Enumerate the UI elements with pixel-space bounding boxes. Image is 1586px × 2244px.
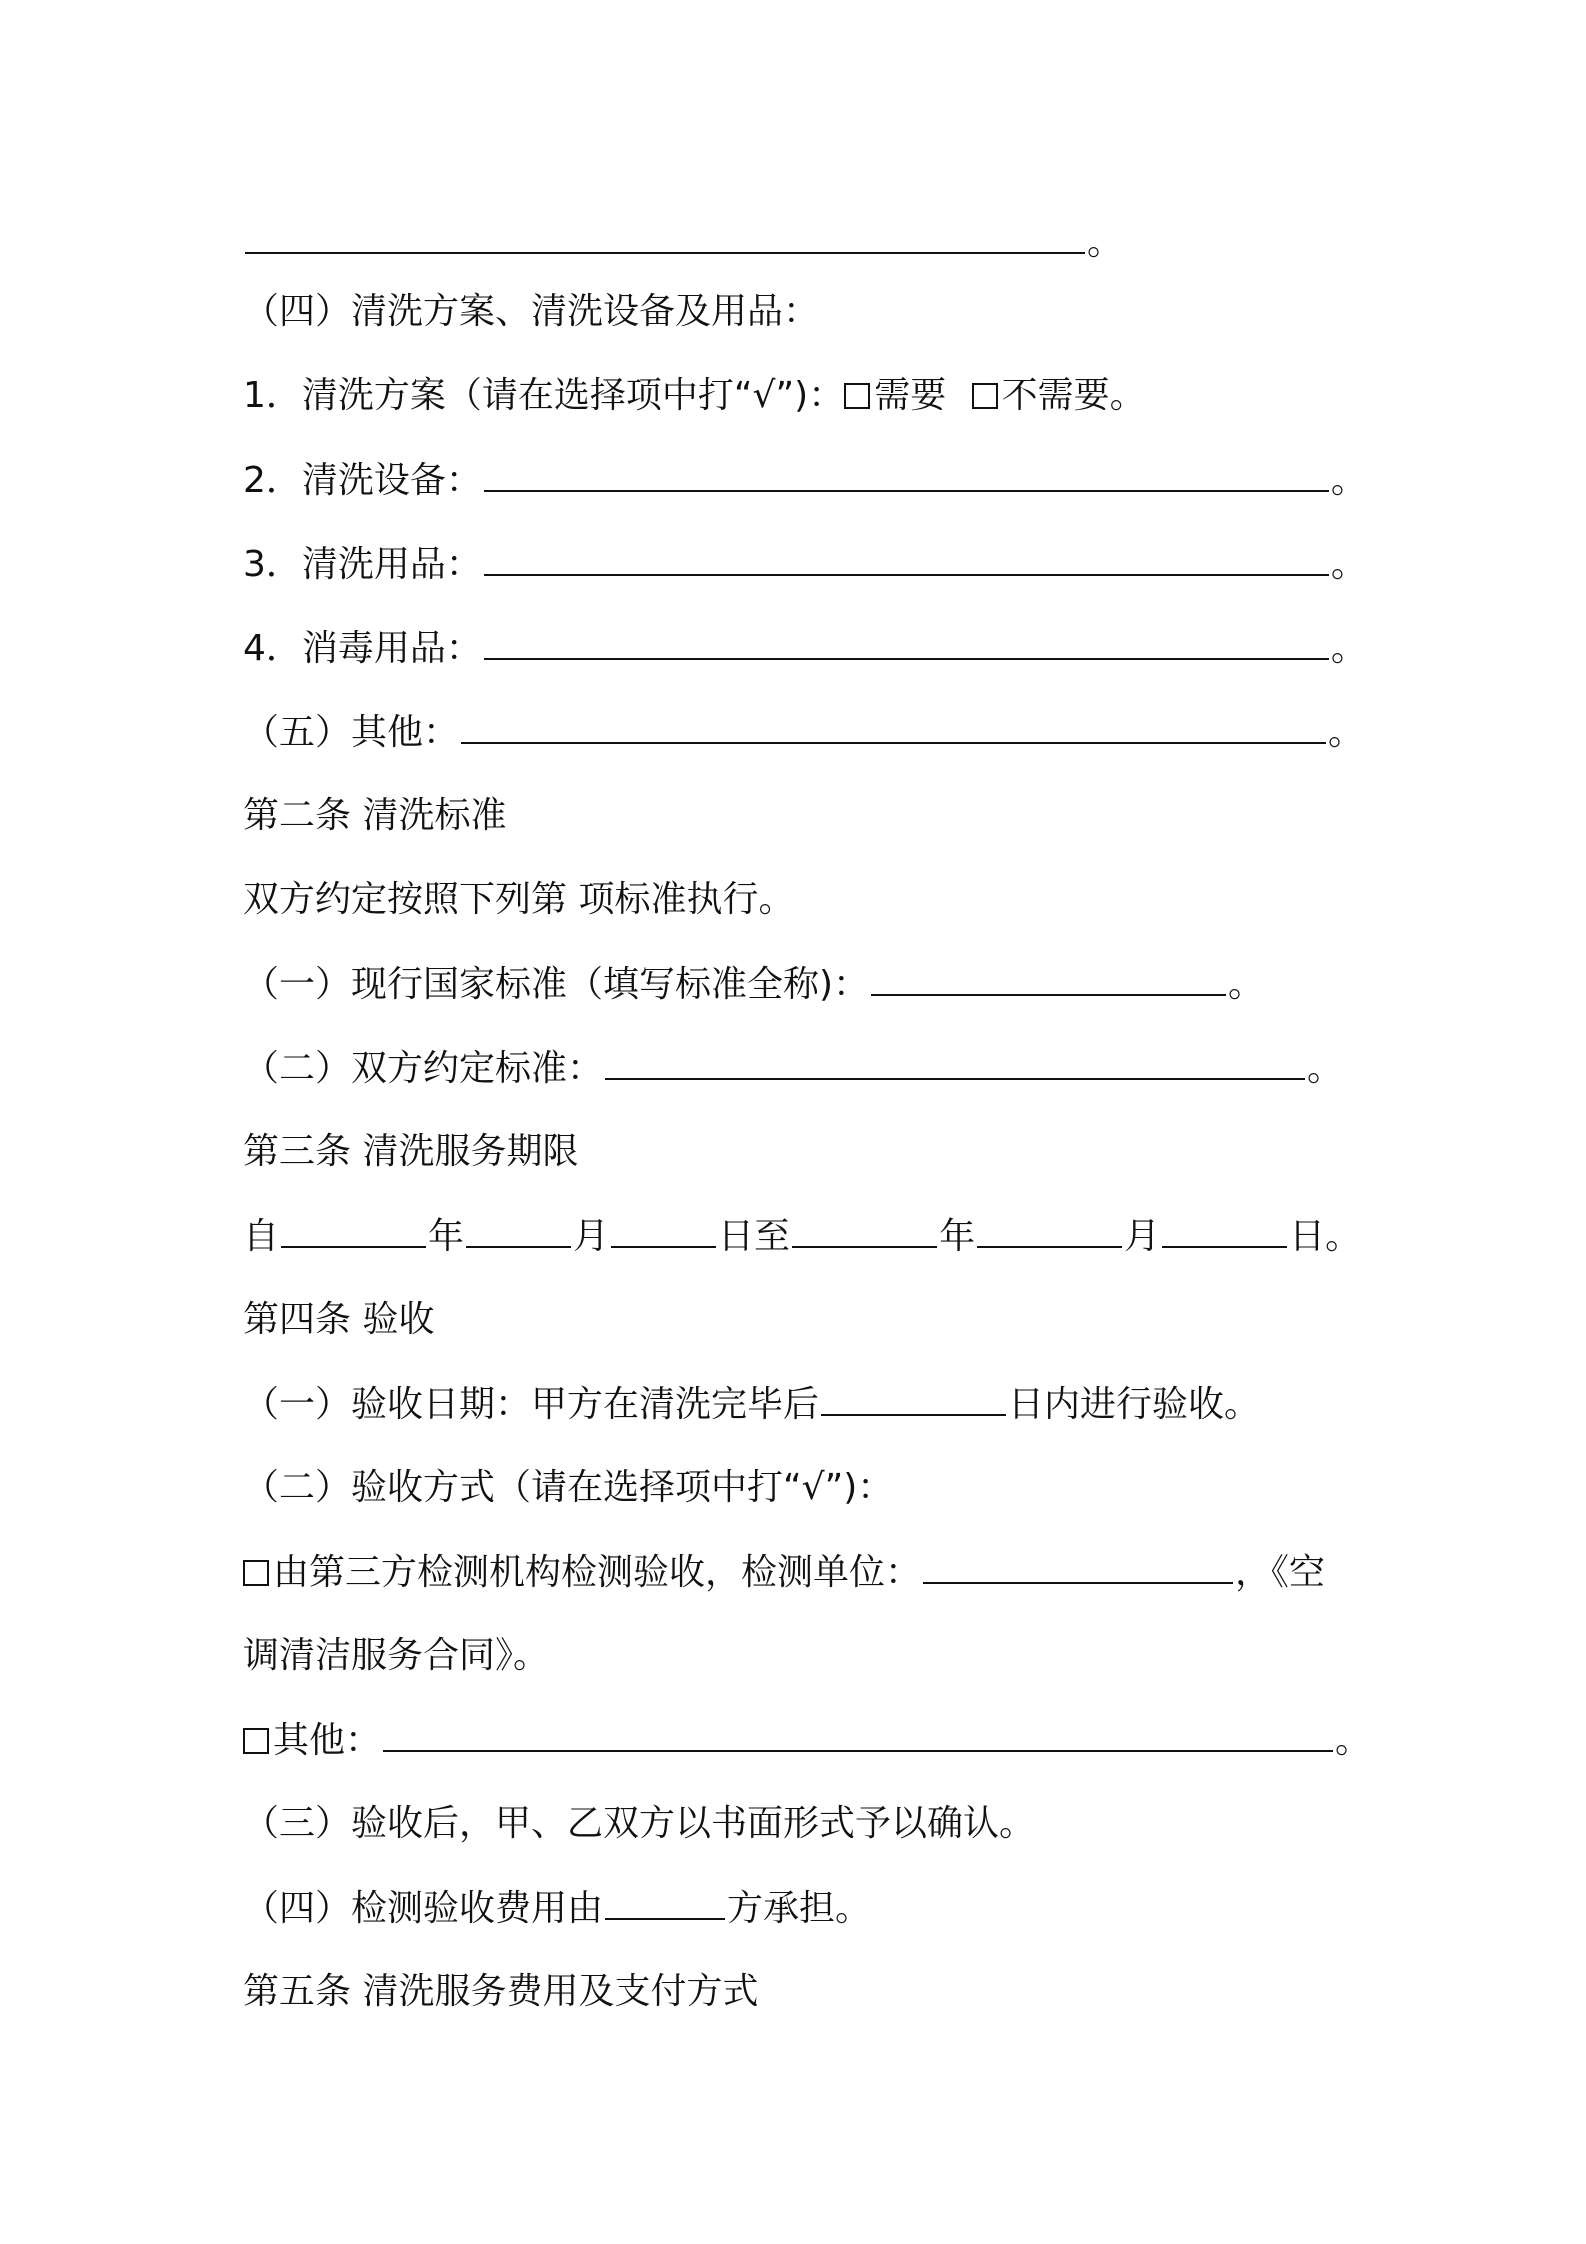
item-label: 4．消毒用品： — [243, 628, 482, 669]
item-national-standard — [243, 960, 1423, 1009]
period: 。 — [1330, 460, 1367, 501]
article-title: 第三条 清洗服务期限 — [243, 1131, 579, 1172]
item-inspection-fee — [243, 1884, 1423, 1933]
item-label: 1．清洗方案（请在选择项中打“√”)： — [243, 375, 845, 416]
item-written-confirmation — [243, 1800, 1423, 1848]
text-from: 自 — [243, 1216, 280, 1257]
fill-blank[interactable] — [923, 1548, 1233, 1584]
service-period-dates — [243, 1212, 1423, 1261]
option-text: ，《空 — [1235, 1552, 1326, 1593]
article-title: 第二条 清洗标准 — [243, 795, 507, 836]
period: 。 — [1228, 964, 1265, 1005]
item-cleaning-supplies — [243, 540, 1423, 589]
start-month-blank[interactable] — [466, 1212, 571, 1248]
checkbox-not-needed[interactable] — [972, 383, 998, 409]
item-other — [243, 708, 1423, 757]
fill-blank[interactable] — [383, 1716, 1333, 1752]
article-2-heading — [243, 792, 1423, 840]
article-title: 第四条 验收 — [243, 1299, 435, 1340]
item-label: （一）现行国家标准（填写标准全称)： — [243, 964, 870, 1005]
option-third-party — [243, 1548, 1423, 1597]
article-4-heading — [243, 1296, 1423, 1344]
period: 。 — [1330, 544, 1367, 585]
section-cleaning-plan — [243, 288, 1423, 336]
item-label: （二）双方约定标准： — [243, 1048, 604, 1089]
period: 。 — [1335, 1720, 1372, 1761]
item-label: （二）验收方式（请在选择项中打“√”)： — [243, 1467, 894, 1508]
paragraph-text: 调清洁服务合同》。 — [243, 1635, 550, 1676]
line-blank-continuation — [243, 218, 1423, 267]
item-cleaning-plan — [243, 372, 1423, 420]
option-third-party-continued — [243, 1632, 1423, 1680]
start-year-blank[interactable] — [281, 1212, 426, 1248]
item-disinfection-supplies — [243, 624, 1423, 673]
checkbox-other[interactable] — [243, 1728, 269, 1754]
text-year: 年 — [428, 1216, 465, 1257]
section-title: （四）清洗方案、清洗设备及用品： — [243, 291, 820, 332]
item-label: 2．清洗设备： — [243, 460, 482, 501]
option-label: 其他： — [273, 1720, 382, 1761]
checkbox-third-party[interactable] — [243, 1560, 269, 1586]
fill-blank[interactable] — [484, 540, 1329, 576]
fill-blank[interactable] — [821, 1380, 1006, 1416]
fill-blank[interactable] — [484, 624, 1329, 660]
item-label: （一）验收日期：甲方在清洗完毕后 — [243, 1384, 820, 1425]
option-not-needed-label: 不需要。 — [1001, 375, 1146, 416]
option-label: 由第三方检测机构检测验收，检测单位： — [273, 1552, 922, 1593]
checkbox-needed[interactable] — [844, 383, 870, 409]
text-year: 年 — [939, 1216, 976, 1257]
period: 。 — [1328, 712, 1365, 753]
text-day: 日。 — [1289, 1216, 1362, 1257]
fill-blank[interactable] — [871, 960, 1226, 996]
paragraph-text: 双方约定按照下列第 项标准执行。 — [243, 879, 795, 920]
option-other — [243, 1716, 1423, 1765]
fill-blank[interactable] — [461, 708, 1326, 744]
period: 。 — [1330, 628, 1367, 669]
item-text: 日内进行验收。 — [1008, 1384, 1261, 1425]
text-day-to: 日至 — [718, 1216, 791, 1257]
period: 。 — [1087, 222, 1124, 263]
item-label: 3．清洗用品： — [243, 544, 482, 585]
item-label: （四）检测验收费用由 — [243, 1888, 604, 1929]
article-3-heading — [243, 1128, 1423, 1176]
item-acceptance-date — [243, 1380, 1423, 1429]
text-month: 月 — [1124, 1216, 1161, 1257]
fill-blank[interactable] — [484, 456, 1329, 492]
fill-blank[interactable] — [245, 218, 1085, 254]
text-month: 月 — [573, 1216, 610, 1257]
item-text: （三）验收后，甲、乙双方以书面形式予以确认。 — [243, 1803, 1036, 1844]
end-year-blank[interactable] — [792, 1212, 937, 1248]
fill-blank[interactable] — [605, 1044, 1305, 1080]
item-text: 方承担。 — [727, 1888, 872, 1929]
end-month-blank[interactable] — [977, 1212, 1122, 1248]
item-cleaning-equipment — [243, 456, 1423, 505]
article-5-heading — [243, 1968, 1423, 2016]
end-day-blank[interactable] — [1162, 1212, 1287, 1248]
item-label: （五）其他： — [243, 712, 460, 753]
article-title: 第五条 清洗服务费用及支付方式 — [243, 1971, 759, 2012]
option-needed-label: 需要 — [874, 375, 947, 416]
item-agreed-standard — [243, 1044, 1423, 1093]
fill-blank[interactable] — [605, 1884, 725, 1920]
article-2-intro — [243, 876, 1423, 924]
period: 。 — [1307, 1048, 1344, 1089]
item-acceptance-method — [243, 1464, 1423, 1512]
start-day-blank[interactable] — [611, 1212, 716, 1248]
